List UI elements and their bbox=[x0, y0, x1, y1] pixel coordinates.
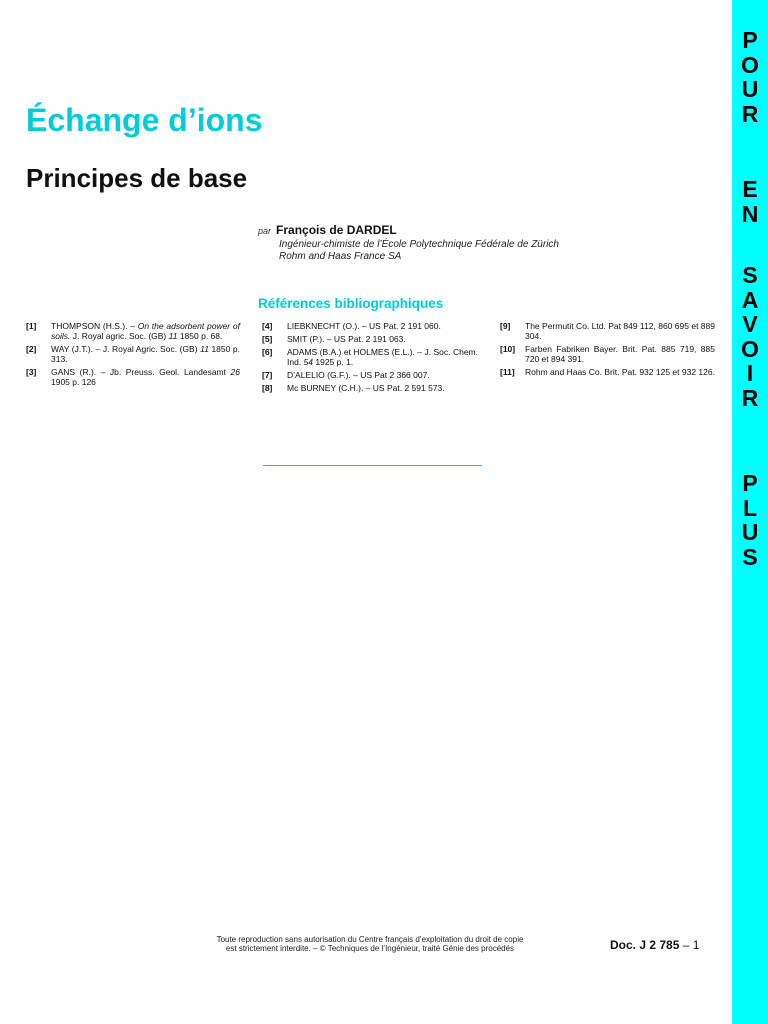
reference-text bbox=[287, 347, 478, 367]
reference-item bbox=[500, 367, 715, 377]
page-number: 1 bbox=[692, 938, 700, 952]
copyright-line-2: est strictement interdite. – © Techniques de l’Ingénieur, traité Génie des procédés bbox=[225, 944, 515, 953]
sidebar-letter: E bbox=[742, 176, 758, 202]
reference-segment: LIEBKNECHT (O.). – US Pat. 2 191 060. bbox=[287, 321, 441, 331]
author-prefix: par bbox=[258, 226, 272, 236]
author-company: Rohm and Haas France SA bbox=[279, 251, 402, 262]
sidebar-letter: O bbox=[741, 51, 759, 78]
reference-segment: 1850 p. 313. bbox=[51, 344, 240, 364]
reference-segment: WAY (J.T.). – J. Royal Agric. Soc. (GB) bbox=[51, 344, 201, 354]
sidebar-letter: R bbox=[741, 384, 759, 411]
sidebar-letter: R bbox=[741, 100, 759, 127]
reference-italic: On the adsorbent power of soils. bbox=[51, 321, 240, 341]
sidebar-letter: S bbox=[742, 543, 758, 570]
document-reference bbox=[610, 938, 699, 952]
reference-segment: The Permutit Co. Ltd. Pat 849 112, 860 695 et 889 304. bbox=[525, 321, 715, 341]
separator-rule bbox=[263, 465, 482, 466]
references-column-1 bbox=[26, 321, 240, 390]
reference-item bbox=[262, 347, 478, 367]
reference-number: [10] bbox=[500, 344, 516, 354]
sidebar-letter: A bbox=[741, 286, 759, 313]
reference-segment: Mc BURNEY (C.H.). – US Pat. 2 591 573. bbox=[287, 383, 445, 393]
reference-number: [8] bbox=[262, 383, 273, 393]
doc-code: Doc. J 2 785 bbox=[610, 938, 680, 952]
reference-segment: SMIT (P.). – US Pat. 2 191 063. bbox=[287, 334, 406, 344]
reference-number: [11] bbox=[500, 367, 515, 377]
sidebar-letter: L bbox=[742, 494, 758, 521]
reference-text bbox=[51, 344, 240, 364]
reference-segment: 1925 p. 1. bbox=[313, 357, 354, 367]
sidebar-letter: I bbox=[746, 360, 754, 386]
reference-text bbox=[525, 344, 715, 364]
copyright-notice bbox=[170, 935, 570, 953]
reference-italic: 54 bbox=[303, 357, 314, 367]
references-heading: Références bibliographiques bbox=[258, 296, 444, 311]
sidebar-word-plus bbox=[732, 471, 768, 569]
reference-italic: 11 bbox=[168, 331, 178, 341]
reference-segment: ADAMS (B.A.) et HOLMES (E.L.). – J. Soc. Chem. Ind. bbox=[287, 347, 478, 367]
reference-segment: THOMPSON (H.S.). – bbox=[51, 321, 138, 331]
reference-segment: Rohm and Haas Co. Brit. Pat. 932 125 et 932 126. bbox=[525, 367, 715, 377]
author-affiliation: Ingénieur-chimiste de l’École Polytechnique Fédérale de Zürich bbox=[279, 239, 559, 250]
reference-segment: D’ALELIO (G.F.). – US Pat 2 366 007. bbox=[287, 370, 430, 380]
sidebar-word-savoir bbox=[732, 263, 768, 410]
reference-segment: J. Royal agric. Soc. (GB) bbox=[70, 331, 169, 341]
reference-item bbox=[500, 344, 715, 364]
sidebar-letter: O bbox=[741, 335, 759, 362]
reference-item bbox=[262, 321, 478, 331]
reference-item bbox=[262, 383, 478, 393]
sidebar-letter: U bbox=[741, 76, 759, 102]
author-name: François de DARDEL bbox=[276, 223, 397, 237]
sidebar-letter: U bbox=[741, 519, 759, 545]
reference-segment: GANS (R.). – Jb. Preuss. Geol. Landesamt bbox=[51, 367, 231, 377]
reference-text bbox=[287, 334, 478, 344]
sidebar-word-en bbox=[732, 177, 768, 226]
author-block bbox=[258, 221, 559, 263]
sidebar-letter: S bbox=[742, 262, 758, 288]
reference-segment: Farben Fabriken Bayer. Brit. Pat. 885 719, 885 720 et 894 391. bbox=[525, 344, 715, 364]
reference-italic: 11 bbox=[200, 344, 209, 354]
reference-number: [7] bbox=[262, 370, 273, 380]
pour-en-savoir-plus-sidebar bbox=[732, 0, 768, 1024]
sidebar-letter: P bbox=[742, 27, 758, 53]
sidebar-letter: N bbox=[741, 200, 759, 227]
reference-number: [2] bbox=[26, 344, 37, 354]
reference-item bbox=[26, 367, 240, 387]
reference-item bbox=[500, 321, 715, 341]
references-column-3 bbox=[500, 321, 715, 380]
document-title: Échange d’ions bbox=[26, 102, 263, 138]
reference-text bbox=[525, 321, 715, 341]
reference-item bbox=[262, 334, 478, 344]
reference-item bbox=[26, 344, 240, 364]
reference-text bbox=[525, 367, 715, 377]
references-column-2 bbox=[262, 321, 478, 396]
reference-number: [6] bbox=[262, 347, 273, 357]
page-separator: – bbox=[679, 938, 693, 952]
copyright-line-1: Toute reproduction sans autorisation du Centre français d’exploitation du droit de copie bbox=[216, 935, 524, 944]
reference-number: [4] bbox=[262, 321, 273, 331]
sidebar-letter: P bbox=[742, 470, 758, 496]
reference-number: [3] bbox=[26, 367, 37, 377]
reference-number: [9] bbox=[500, 321, 511, 331]
sidebar-word-pour bbox=[732, 28, 768, 126]
reference-text bbox=[51, 321, 240, 341]
reference-segment: 1905 p. 126 bbox=[51, 377, 96, 387]
reference-item bbox=[26, 321, 240, 341]
reference-text bbox=[287, 383, 478, 393]
reference-number: [1] bbox=[26, 321, 37, 331]
reference-text bbox=[51, 367, 240, 387]
reference-text bbox=[287, 370, 478, 380]
reference-number: [5] bbox=[262, 334, 273, 344]
reference-item bbox=[262, 370, 478, 380]
reference-text bbox=[287, 321, 478, 331]
reference-italic: 26 bbox=[230, 367, 240, 377]
reference-segment: 1850 p. 68. bbox=[177, 331, 223, 341]
document-subtitle: Principes de base bbox=[26, 163, 248, 193]
sidebar-letter: V bbox=[742, 311, 758, 337]
